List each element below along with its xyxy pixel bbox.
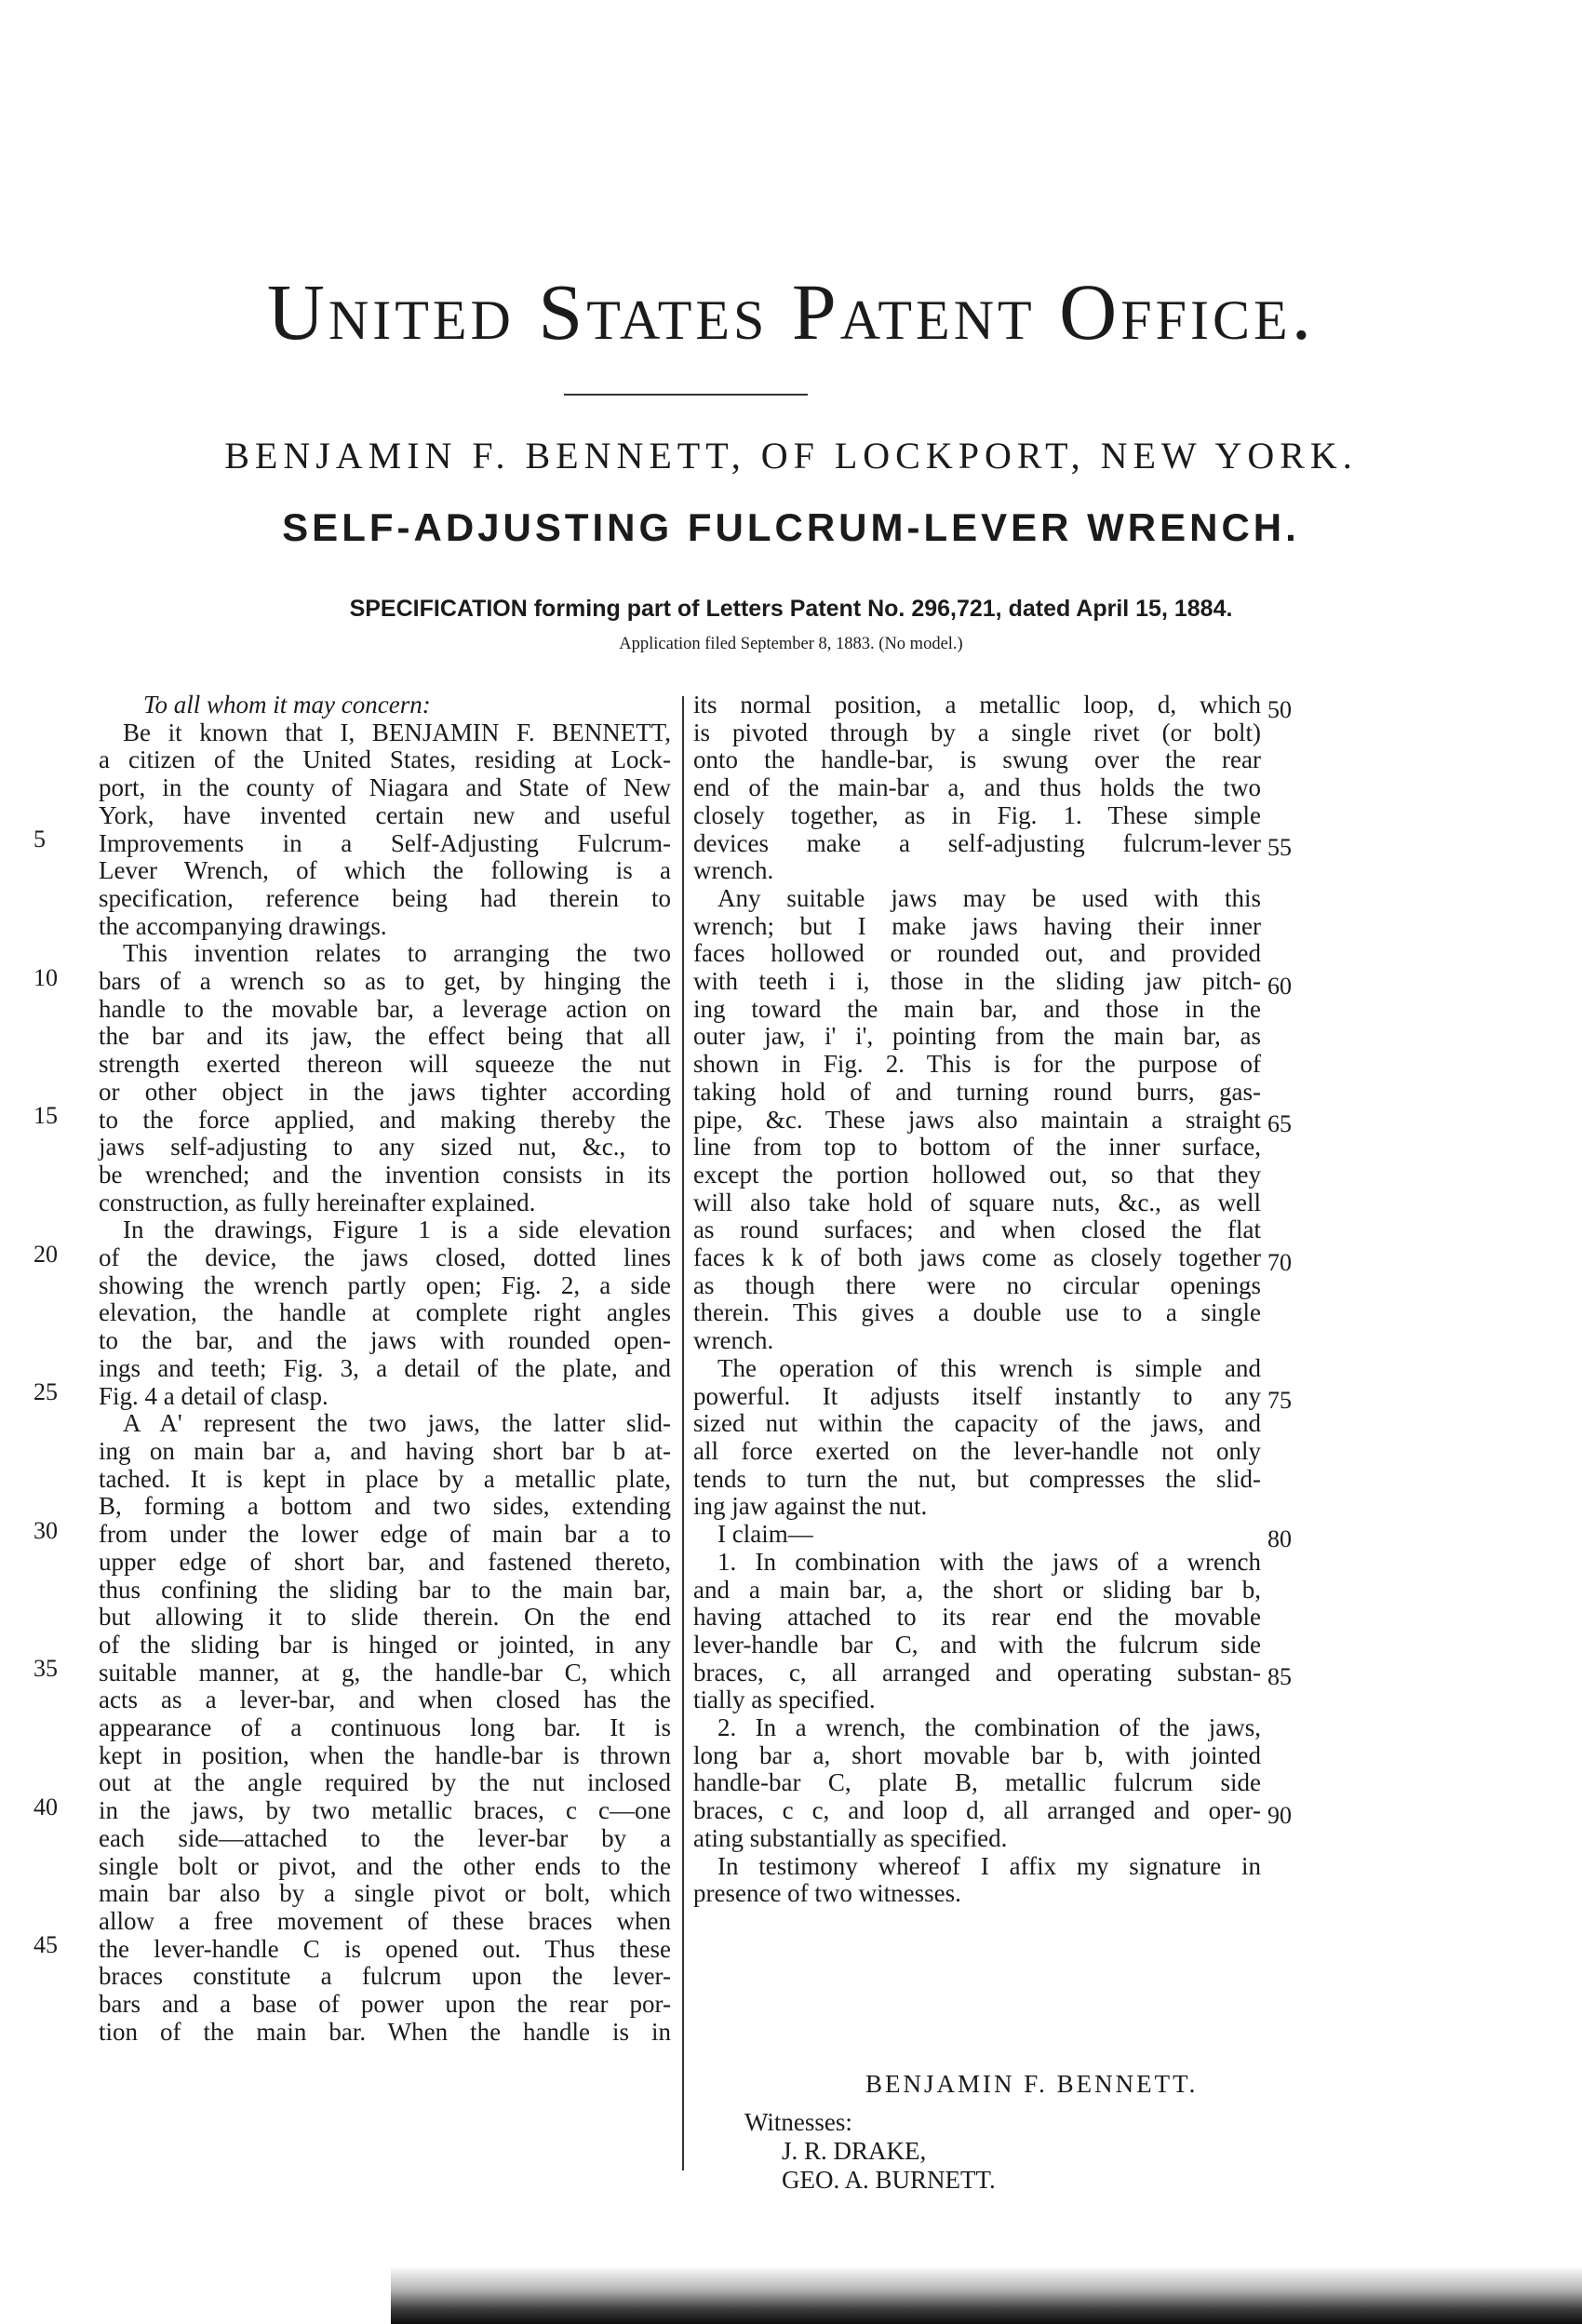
text-line: braces constitute a fulcrum upon the lever- [99,1962,671,1991]
text-line: be wrenched; and the invention consists in its [99,1160,671,1189]
text-line: This invention relates to arranging the two [123,939,671,968]
text-line: The operation of this wrench is simple and [717,1353,1261,1382]
text-line: taking hold of and turning round burrs, gas- [693,1077,1261,1106]
claim-line: ating substantially as specified. [693,1823,1008,1852]
text-line: Improvements in a Self-Adjusting Fulcrum- [99,828,671,857]
office-heading: United States Patent Office. [266,267,1316,356]
application-line: Application filed September 8, 1883. (No model.) [619,635,963,653]
scan-edge-shadow [391,2267,1582,2324]
text-line: or other object in the jaws tighter according [99,1077,671,1106]
line-number: 65 [1267,1110,1292,1137]
line-number: 60 [1267,973,1292,1000]
text-line: construction, as fully hereinafter explained. [99,1188,536,1216]
text-line: will also take hold of square nuts, &c., as well [693,1188,1261,1216]
claim-line: and a main bar, a, the short or sliding bar b, [693,1575,1261,1604]
text-line: bars and a base of power upon the rear por- [99,1990,671,2019]
text-line: of the device, the jaws closed, dotted lines [99,1243,671,1272]
text-line: except the portion hollowed out, so that they [693,1160,1261,1189]
text-line: thus confining the sliding bar to the main bar, [99,1575,671,1604]
text-line: faces hollowed or rounded out, and provided [693,939,1261,968]
inventor-line: BENJAMIN F. BENNETT, OF LOCKPORT, NEW YORK. [224,435,1358,477]
text-line: as round surfaces; and when closed the flat [693,1216,1261,1244]
text-line: is pivoted through by a single rivet (or bolt) [693,718,1261,746]
text-line: wrench. [693,856,774,885]
witness-name: GEO. A. BURNETT. [782,2166,996,2194]
line-number: 40 [34,1793,58,1820]
line-number: 10 [34,964,58,991]
text-line: from under the lower edge of main bar a to [99,1520,671,1549]
line-number: 35 [34,1655,58,1682]
witnesses-label: Witnesses: [744,2108,852,2136]
text-line: handle to the movable bar, a leverage action on [99,994,671,1023]
text-line: allow a free movement of these braces when [99,1906,671,1935]
column-divider [682,696,684,2170]
text-line: Any suitable jaws may be used with this [717,883,1261,912]
text-line: upper edge of short bar, and fastened thereto, [99,1547,671,1576]
text-line: Fig. 4 a detail of clasp. [99,1381,328,1410]
text-line: therein. This gives a double use to a single [693,1298,1261,1327]
line-number: 90 [1267,1802,1292,1829]
right-text-column [693,692,1261,1908]
claim-line: long bar a, short movable bar b, with jointed [693,1740,1261,1769]
text-line: but allowing it to slide therein. On the end [99,1603,671,1632]
text-line: the accompanying drawings. [99,911,387,940]
left-text-column [99,692,671,2046]
text-line: closely together, as in Fig. 1. These simple [693,800,1261,829]
text-line: out at the angle required by the nut inclosed [99,1768,671,1797]
witness-name: J. R. DRAKE, [782,2137,927,2165]
line-number: 85 [1267,1663,1292,1690]
text-line: wrench; but I make jaws having their inner [693,911,1261,940]
text-line: acts as a lever-bar, and when closed has the [99,1686,671,1714]
text-line: to the bar, and the jaws with rounded open- [99,1326,671,1355]
text-line: devices make a self-adjusting fulcrum-lever [693,828,1261,857]
text-line: line from top to bottom of the inner surface, [693,1133,1261,1162]
text-line: outer jaw, i' i', pointing from the main bar, as [693,1022,1261,1051]
claim-line: 1. In combination with the jaws of a wrench [717,1547,1261,1576]
text-line: powerful. It adjusts itself instantly to any [693,1381,1261,1410]
text-line: kept in position, when the handle-bar is thrown [99,1740,671,1769]
text-line: shown in Fig. 2. This is for the purpose of [693,1050,1261,1079]
text-line: a citizen of the United States, residing at Lock- [99,746,671,774]
text-line: York, have invented certain new and useful [99,800,671,829]
text-line: Lever Wrench, of which the following is a [99,856,671,885]
line-number: 50 [1267,696,1292,723]
text-line: its normal position, a metallic loop, d, which [693,691,1261,719]
text-line: pipe, &c. These jaws also maintain a straight [693,1105,1261,1134]
text-line: ing toward the main bar, and those in the [693,994,1261,1023]
text-line: ing on main bar a, and having short bar b at- [99,1436,671,1465]
specification-line: SPECIFICATION forming part of Letters Patent No. 296,721, dated April 15, 1884. [349,596,1233,622]
line-number: 70 [1267,1249,1292,1276]
text-line: in the jaws, by two metallic braces, c c—one [99,1796,671,1825]
text-line: as though there were no circular openings [693,1270,1261,1299]
claim-heading: I claim— [717,1520,813,1549]
text-line: main bar also by a single pivot or bolt, which [99,1879,671,1908]
salutation: To all whom it may concern: [143,691,431,719]
text-line: end of the main-bar a, and thus holds the two [693,773,1261,802]
line-number: 5 [34,826,46,853]
text-line: wrench. [693,1326,774,1355]
text-line: ings and teeth; Fig. 3, a detail of the plate, and [99,1353,671,1382]
line-number: 20 [34,1241,58,1268]
testimony-line: In testimony whereof I affix my signature in [717,1851,1261,1880]
text-line: A A' represent the two jaws, the latter slid- [123,1409,671,1438]
text-line: Be it known that I, BENJAMIN F. BENNETT, [123,718,671,746]
line-number: 15 [34,1102,58,1129]
line-number: 30 [34,1517,58,1544]
text-line: bars of a wrench so as to get, by hinging the [99,967,671,996]
text-line: tached. It is kept in place by a metallic plate, [99,1464,671,1493]
text-line: the bar and its jaw, the effect being that all [99,1022,671,1051]
text-line: tion of the main bar. When the handle is in [99,2017,671,2046]
text-line: elevation, the handle at complete right angles [99,1298,671,1327]
text-line: of the sliding bar is hinged or jointed, in any [99,1630,671,1659]
text-line: each side—attached to the lever-bar by a [99,1823,671,1852]
claim-line: handle-bar C, plate B, metallic fulcrum side [693,1768,1261,1797]
text-line: single bolt or pivot, and the other ends to the [99,1851,671,1880]
line-number: 45 [34,1931,58,1958]
claim-line: tially as specified. [693,1686,876,1714]
text-line: B, forming a bottom and two sides, extending [99,1492,671,1521]
claim-line: lever-handle bar C, and with the fulcrum side [693,1630,1261,1659]
text-line: to the force applied, and making thereby the [99,1105,671,1134]
line-number: 55 [1267,834,1292,861]
header-rule [564,394,808,396]
text-line: onto the handle-bar, is swung over the rear [693,746,1261,774]
text-line: suitable manner, at g, the handle-bar C, which [99,1658,671,1686]
text-line: all force exerted on the lever-handle not only [693,1436,1261,1465]
text-line: jaws self-adjusting to any sized nut, &c., to [99,1133,671,1162]
claim-line: having attached to its rear end the movable [693,1603,1261,1632]
text-line: ing jaw against the nut. [693,1492,928,1521]
line-number: 25 [34,1378,58,1405]
text-line: tends to turn the nut, but compresses the slid- [693,1464,1261,1493]
line-number: 75 [1267,1387,1292,1414]
invention-title: SELF-ADJUSTING FULCRUM-LEVER WRENCH. [282,505,1300,549]
text-line: with teeth i i, those in the sliding jaw pitch- [693,967,1261,996]
claim-line: 2. In a wrench, the combination of the jaws, [717,1713,1261,1742]
claim-line: braces, c, all arranged and operating substan- [693,1658,1261,1686]
inventor-signature: BENJAMIN F. BENNETT. [865,2070,1199,2098]
text-line: faces k k of both jaws come as closely together [693,1243,1261,1272]
text-line: appearance of a continuous long bar. It is [99,1713,671,1742]
text-line: sized nut within the capacity of the jaws, and [693,1409,1261,1438]
text-line: strength exerted thereon will squeeze the nut [99,1050,671,1079]
text-line: specification, reference being had therein to [99,883,671,912]
claim-line: braces, c c, and loop d, all arranged and oper- [693,1796,1261,1825]
testimony-line: presence of two witnesses. [693,1879,961,1908]
text-line: In the drawings, Figure 1 is a side elevation [123,1216,671,1244]
line-number: 80 [1267,1525,1292,1552]
text-line: showing the wrench partly open; Fig. 2, a side [99,1270,671,1299]
text-line: the lever-handle C is opened out. Thus these [99,1934,671,1963]
witness-block [744,2108,996,2195]
text-line: port, in the county of Niagara and State of New [99,773,671,802]
